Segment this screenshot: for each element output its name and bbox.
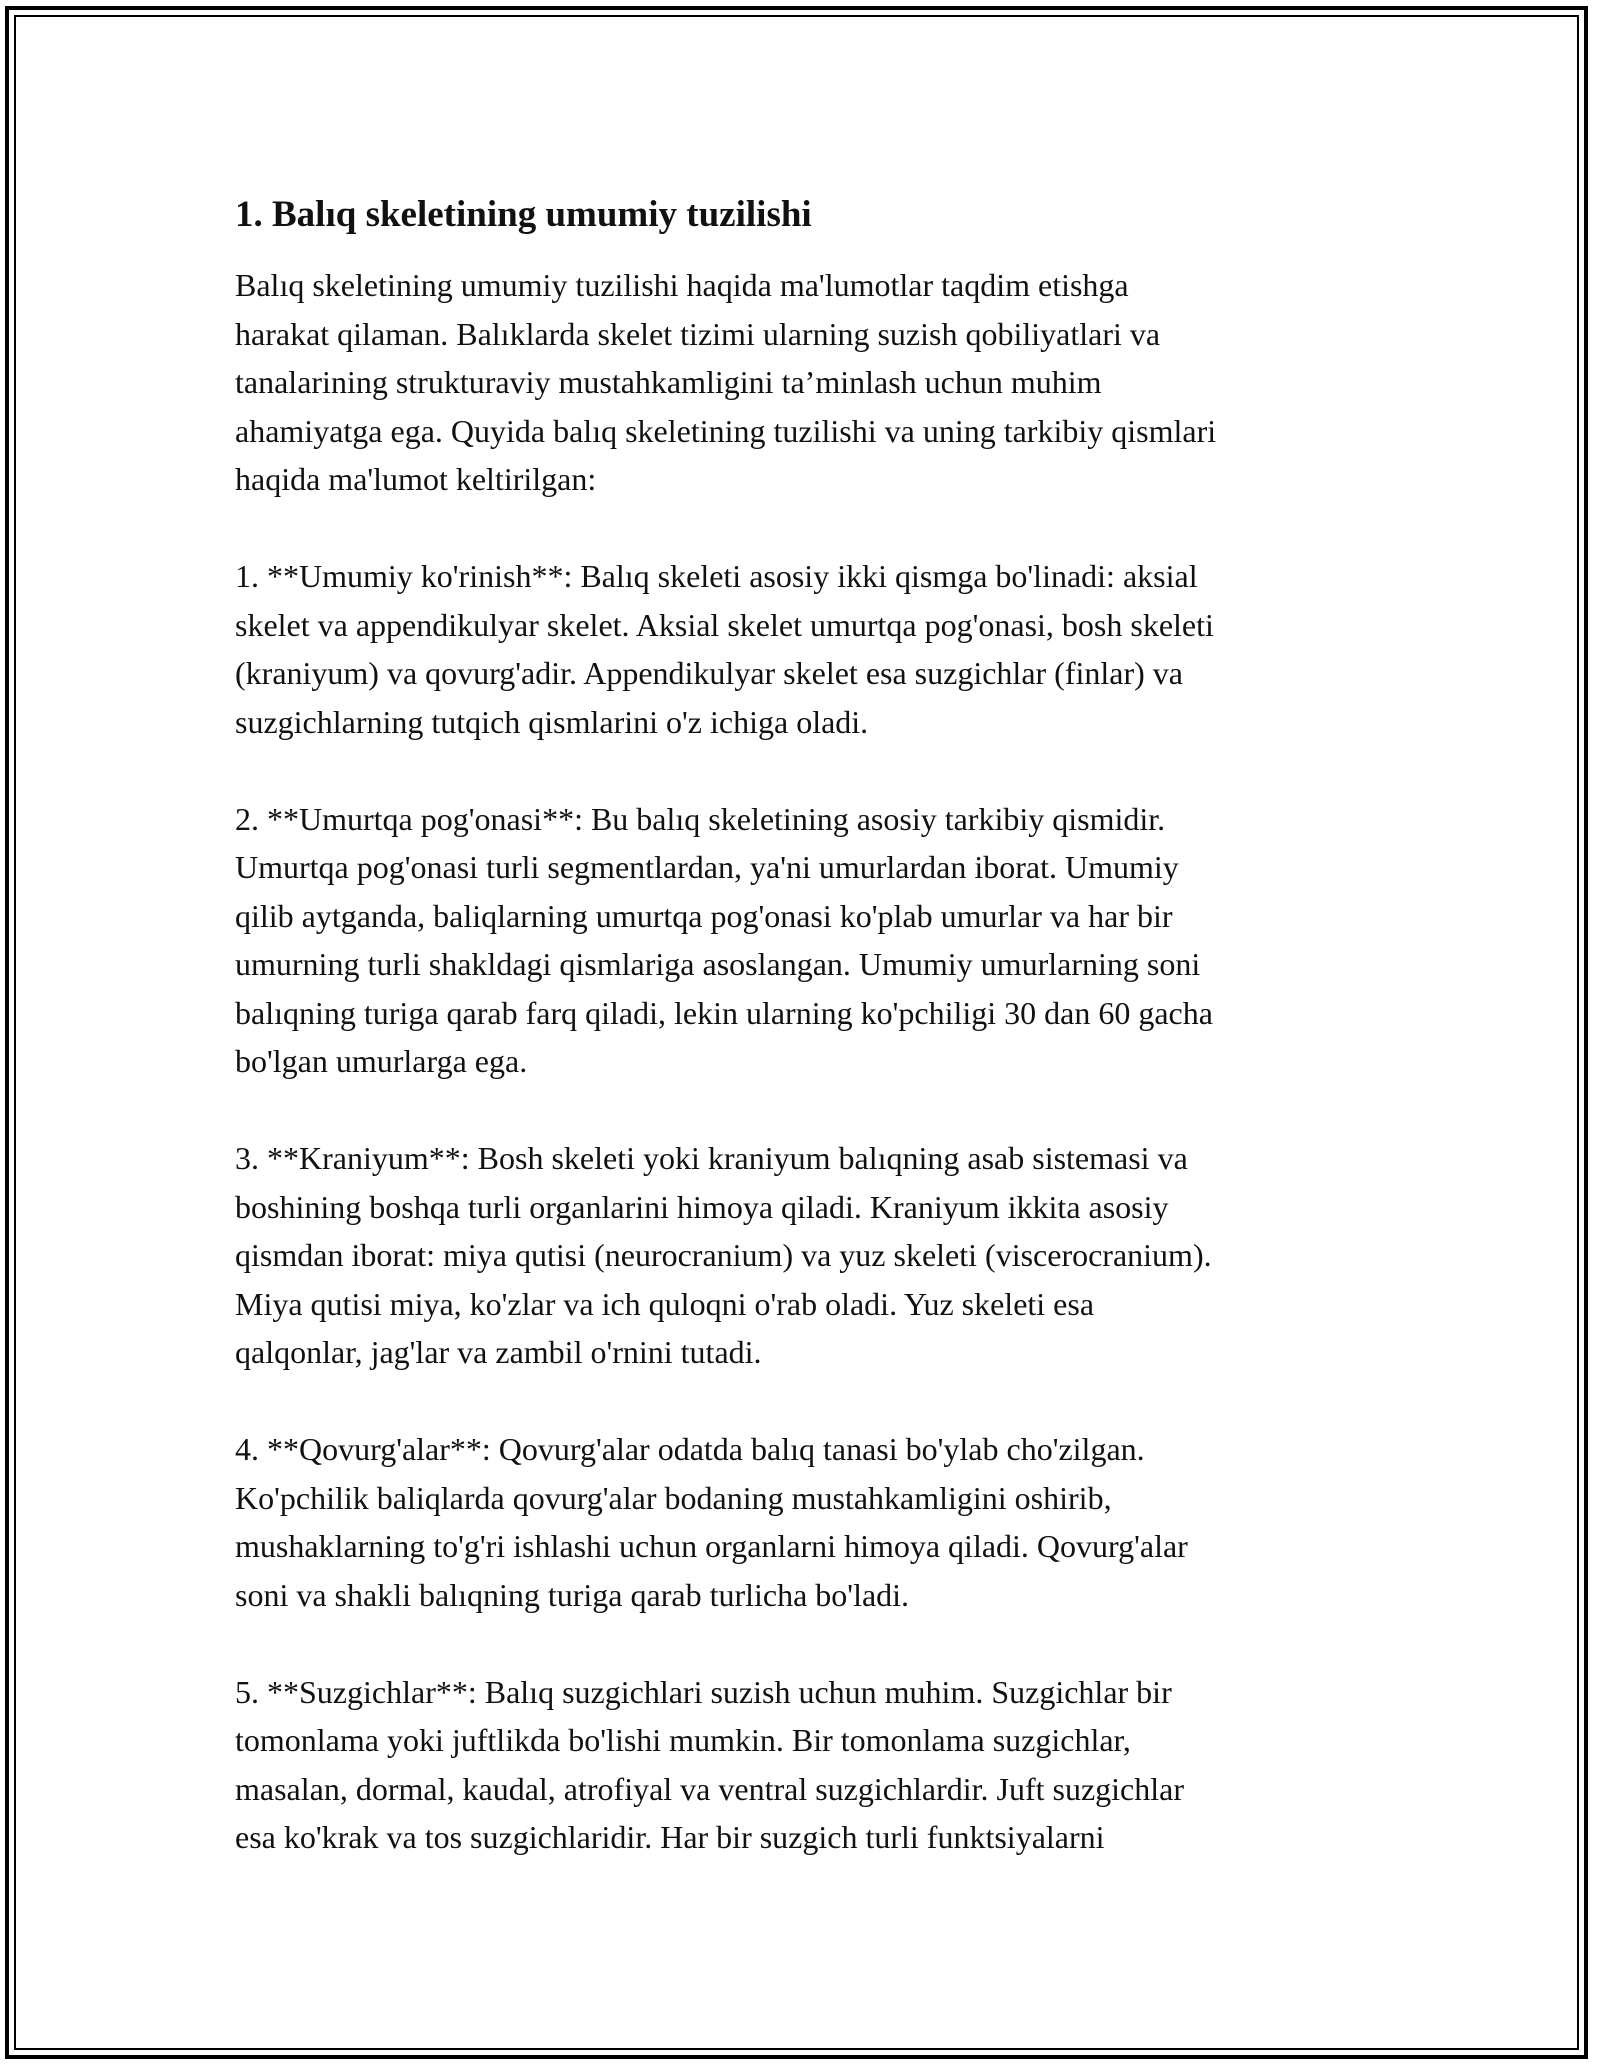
paragraph-gap [235, 1377, 1375, 1426]
paragraph-kraniyum: 3. **Kraniyum**: Bosh skeleti yoki kraniyum balıqning asab sistemasi va boshining boshqa turli organlarini himoya qiladi. Kraniyum ikkita asosiy qismdan iborat: miya qutisi (neurocranium) va yuz skeleti (viscerocranium). Miya qutisi miya, ko'zlar va ich quloqni o'rab oladi. Yuz skeleti esa qalqonlar, jag'lar va zambil o'rnini tutadi. [235, 1140, 1212, 1370]
paragraph-gap [235, 746, 1375, 795]
paragraph-umumiy-korinish: 1. **Umumiy ko'rinish**: Balıq skeleti asosiy ikki qismga bo'linadi: aksial skelet va appendikulyar skelet. Aksial skelet umurtqa pog'onasi, bosh skeleti (kraniyum) va qovurg'adir. Appendikulyar skelet esa suzgichlar (finlar) va suzgichlarning tutqich qismlarini o'z ichiga oladi. [235, 558, 1214, 740]
document-body [235, 186, 1375, 1862]
paragraph-suzgichlar: 5. **Suzgichlar**: Balıq suzgichlari suzish uchun muhim. Suzgichlar bir tomonlama yoki juftlikda bo'lishi mumkin. Bir tomonlama suzgichlar, masalan, dormal, kaudal, atrofiyal va ventral suzgichlardir. Juft suzgichlar esa ko'krak va tos suzgichlaridir. Har bir suzgich turli funktsiyalarni [235, 1673, 1184, 1855]
paragraph-gap [235, 1086, 1375, 1135]
paragraph-umurtqa-pogonasi: 2. **Umurtqa pog'onasi**: Bu balıq skeletining asosiy tarkibiy qismidir. Umurtqa pog'onasi turli segmentlardan, ya'ni umurlardan iborat. Umumiy qilib aytganda, baliqlarning umurtqa pog'onasi ko'plab umurlar va har bir umurning turli shakldagi qismlariga asoslangan. Umumiy umurlarning soni balıqning turiga qarab farq qiladi, lekin ularning ko'pchiligi 30 dan 60 gacha bo'lgan umurlarga ega. [235, 800, 1213, 1079]
paragraph-gap [235, 504, 1375, 553]
section-heading: 1. Balıq skeletining umumiy tuzilishi [235, 194, 812, 235]
paragraph-gap [235, 1619, 1375, 1668]
intro-paragraph: Balıq skeletining umumiy tuzilishi haqida ma'lumotlar taqdim etishga harakat qilaman. Balıklarda skelet tizimi ularning suzish qobiliyatlari va tanalarining strukturaviy mustahkamligini ta’minlash uchun muhim ahamiyatga ega. Quyida balıq skeletining tuzilishi va uning tarkibiy qismlari haqida ma'lumot keltirilgan: [235, 267, 1217, 497]
paragraph-qovurgalar: 4. **Qovurg'alar**: Qovurg'alar odatda balıq tanasi bo'ylab cho'zilgan. Ko'pchilik baliqlarda qovurg'alar bodaning mustahkamligini oshirib, mushaklarning to'g'ri ishlashi uchun organlarni himoya qiladi. Qovurg'alar soni va shakli balıqning turiga qarab turlicha bo'ladi. [235, 1431, 1188, 1613]
